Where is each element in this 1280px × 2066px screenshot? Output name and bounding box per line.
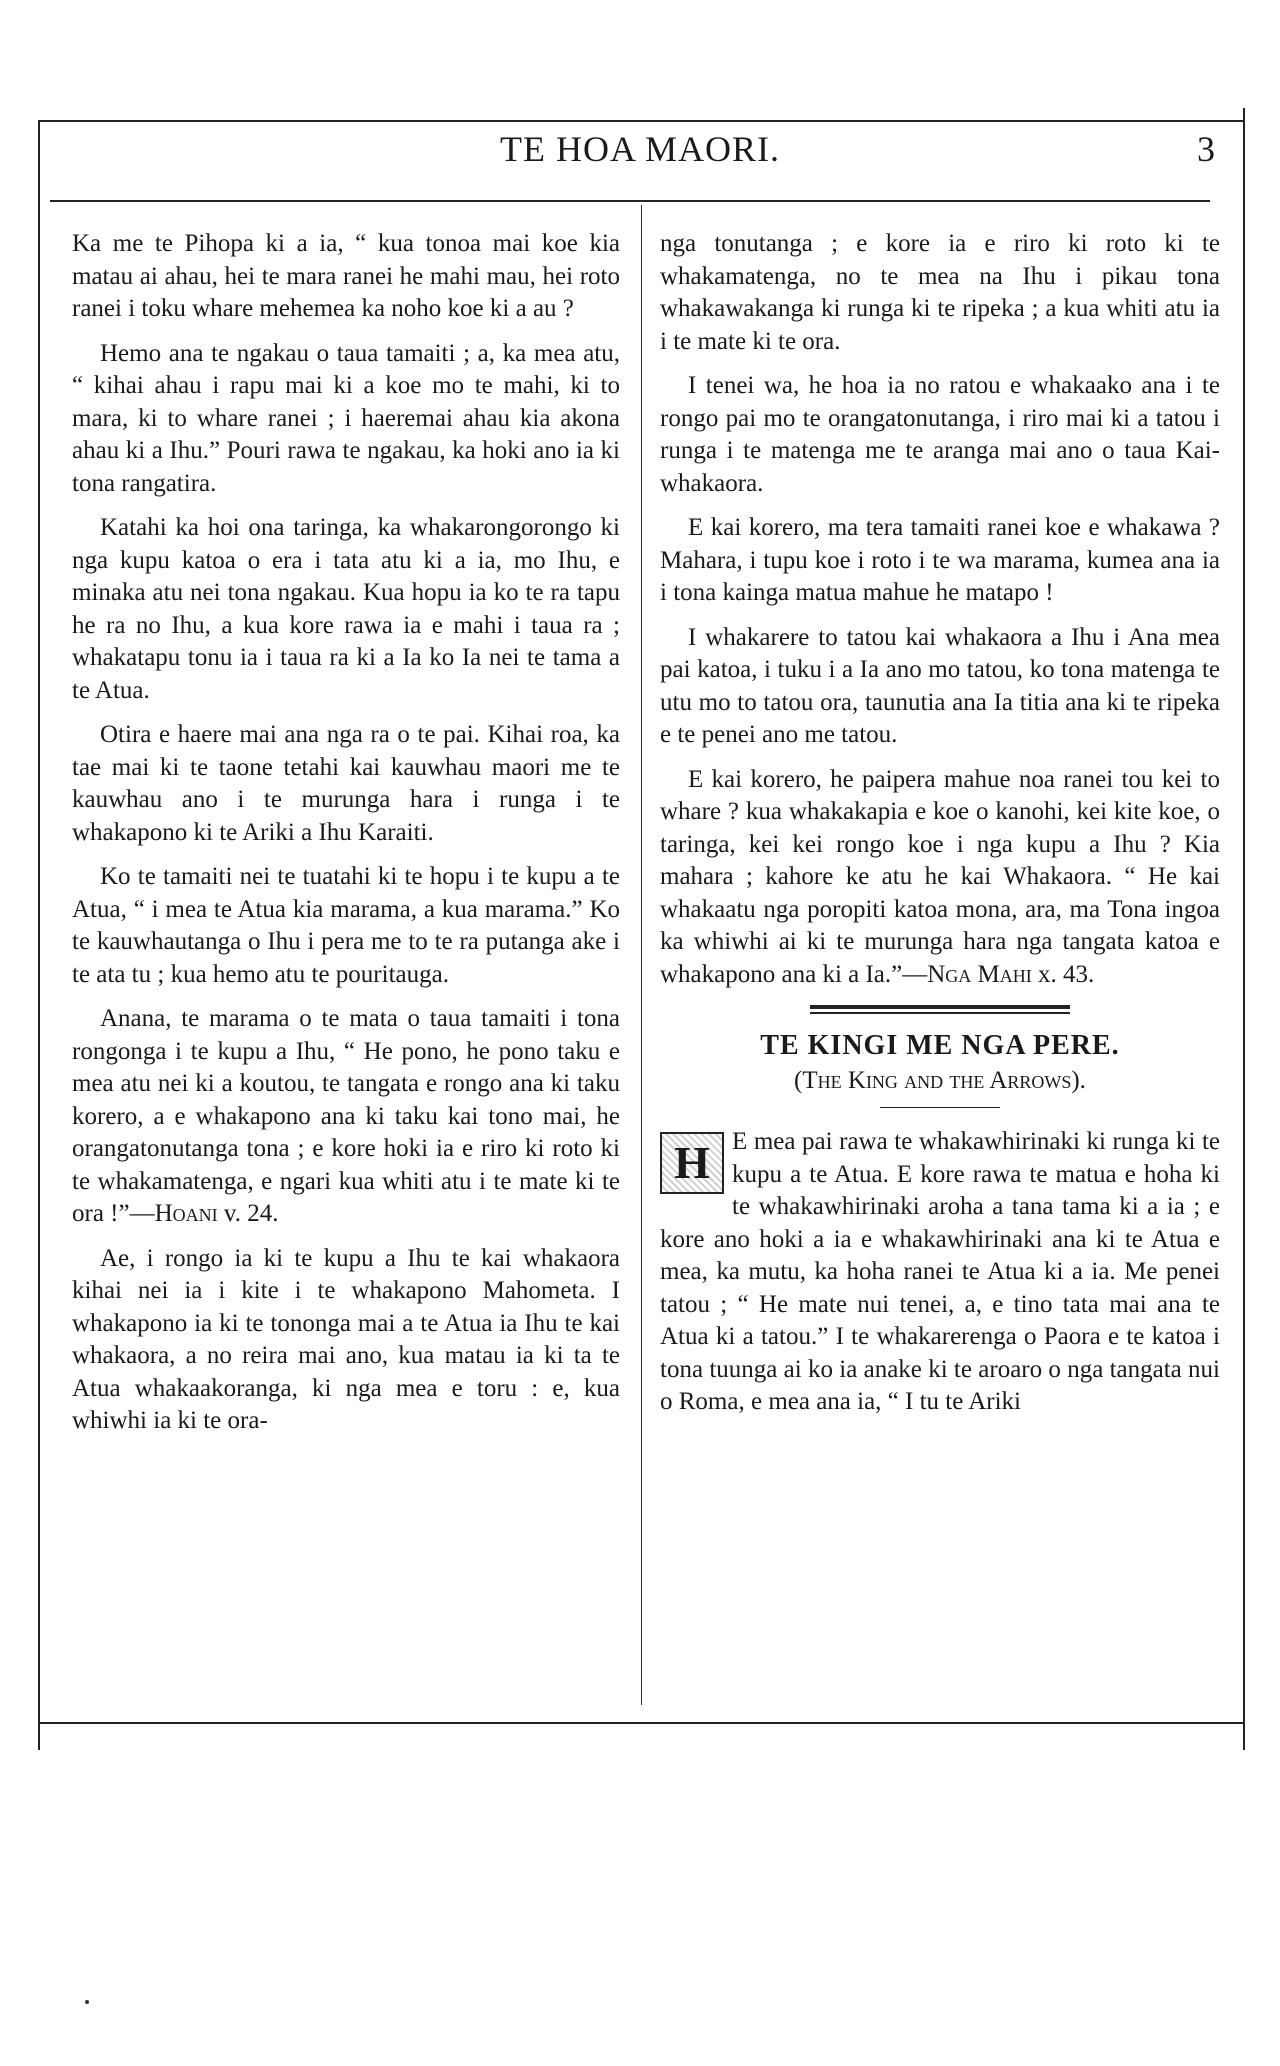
paragraph: Katahi ka hoi ona taringa, ka whakarongorongo ki nga kupu katoa o era i tata atu ki a ia, mo Ihu, e minaka atu nei tona ngakau. Kua hopu ia ko te ra tapu he ra no Ihu, a kua kore rawa ia e mahi i taua ra ; whakatapu tonu ia i taua ra ki a Ia ko Ia nei te tama a te Atua. (72, 514, 620, 704)
page-border-left (38, 120, 40, 1750)
page-header (40, 128, 1240, 188)
drop-cap: H (660, 1132, 724, 1194)
paragraph-text: Anana, te marama o te mata o taua tamaiti i tona rongonga i te kupu a Ihu, “ He pono, he pono taku e mea atu nei ki a koutou, te tangata e rongo ana ki taku korero, a e whakapono ana ki taku kai tono mai, he orangatonutanga tona ; e kore hoki ia e riro ki roto ki te whakamatenga, e ngari kua whiti atu i te mate ki te ora !”— (72, 1005, 620, 1227)
paragraph: I tenei wa, he hoa ia no ratou e whakaako ana i te rongo pai mo te orangatonutanga, i riro mai ki a tatou i runga i te matenga me te aranga mai ano o taua Kai-whakaora. (660, 372, 1220, 497)
paragraph-text: E mea pai rawa te whakawhirinaki ki runga ki te kupu a te Atua. E kore rawa te matua e hoha ki te whakawhirinaki aroha a tana tama ki a ia ; e kore ano hoki a ia e whakawhirinaki ana ki te Atua e mea, ka mutu, ka hoha ranei te Atua ki a ia. Me penei tatou ; “ He mate nui tenei, a, e tino tata mai ana te Atua ki a tatou.” I te whakarerenga o Paora e te katoa i tona tuunga ai ko ia anake ki te aroaro o nga tangata nui o Roma, e mea ana ia, “ I tu te Ariki (660, 1128, 1220, 1415)
paragraph: Ka me te Pihopa ki a ia, “ kua tonoa mai koe kia matau ai ahau, hei te mara ranei he mahi mau, hei roto ranei i toku whare mehemea ka noho koe ki a au ? (72, 230, 620, 322)
paragraph (660, 1126, 1220, 1419)
publication-title: TE HOA MAORI. (500, 129, 780, 169)
paragraph-text: E kai korero, he paipera mahue noa ranei tou kei to whare ? kua whakakapia e koe o kanohi, kei kite koe, o taringa, kei kei rongo koe i nga kupu a Ihu ? Kia mahara ; kahore ke atu he kai Whakaora. “ He kai whakaatu nga poropiti katoa mona, ara, ma Tona ingoa ka whiwhi ai ki te murunga hara nga tangata katoa e whakapono ana ki a Ia.”— (660, 765, 1220, 988)
column-divider (641, 205, 642, 1705)
scripture-verse: x. 43. (1031, 960, 1095, 988)
section-separator (810, 1005, 1070, 1014)
bottom-rule (38, 1722, 1243, 1724)
page-border-right (1243, 108, 1245, 1750)
stray-mark (85, 2000, 89, 2004)
right-column (660, 228, 1220, 1431)
paragraph (72, 1003, 620, 1231)
scripture-verse: v. 24. (217, 1200, 279, 1227)
paragraph (660, 764, 1220, 992)
header-rule (50, 200, 1210, 202)
scripture-reference: Nga Mahi (927, 960, 1032, 988)
section-subtitle: (The King and the Arrows). (794, 1066, 1086, 1094)
left-column (72, 228, 620, 1450)
paragraph: nga tonutanga ; e kore ia e riro ki roto ki te whakamatenga, no te mea na Ihu i pikau tona whakawakanga ki runga ki te ripeka ; a kua whiti atu ia i te mate ki te ora. (660, 230, 1220, 355)
paragraph: Hemo ana te ngakau o taua tamaiti ; a, ka mea atu, “ kihai ahau i rapu mai ki a koe mo te mahi, ki to mara, ki to whare ranei ; i haeremai ahau kia akona ahau ki a Ihu.” Pouri rawa te ngakau, ka hoki ano ia ki tona rangatira. (72, 339, 620, 497)
page-number: 3 (1197, 129, 1215, 169)
paragraph: Ko te tamaiti nei te tuatahi ki te hopu i te kupu a te Atua, “ i mea te Atua kia marama, a kua marama.” Ko te kauwhautanga o Ihu i pera me to te ra putanga ake i te ata tu ; kua hemo atu te pouritauga. (72, 863, 620, 988)
scripture-reference: Hoani (154, 1200, 218, 1227)
paragraph: E kai korero, ma tera tamaiti ranei koe e whakawa ? Mahara, i tupu koe i roto i te wa marama, kumea ana ia i tona kainga matua mahue he matapo ! (660, 514, 1220, 606)
section-title: TE KINGI ME NGA PERE. (760, 1030, 1120, 1061)
paragraph: Ae, i rongo ia ki te kupu a Ihu te kai whakaora kihai nei ia i kite i te whakapono Mahometa. I whakapono ia ki te tononga mai a te Atua ia Ihu te kai whakaora, a no reira mai ano, kua matau ia ki ta te Atua whakaakoranga, ki nga mea e toru : e, kua whiwhi ia ki te ora- (72, 1244, 620, 1434)
paragraph: I whakarere to tatou kai whakaora a Ihu i Ana mea pai katoa, i tuku i a Ia ano mo tatou, ko tona matenga te utu mo to tatou ora, taunutia ana Ia titia ana ki te ripeka e te penei ano me tatou. (660, 623, 1220, 748)
short-rule (880, 1107, 1000, 1108)
top-rule (38, 120, 1243, 122)
paragraph: Otira e haere mai ana nga ra o te pai. Kihai roa, ka tae mai ki te taone tetahi kai kauwhau maori me te kauwhau ano i te murunga hara i runga i te whakapono ki te Ariki a Ihu Karaiti. (72, 721, 620, 846)
